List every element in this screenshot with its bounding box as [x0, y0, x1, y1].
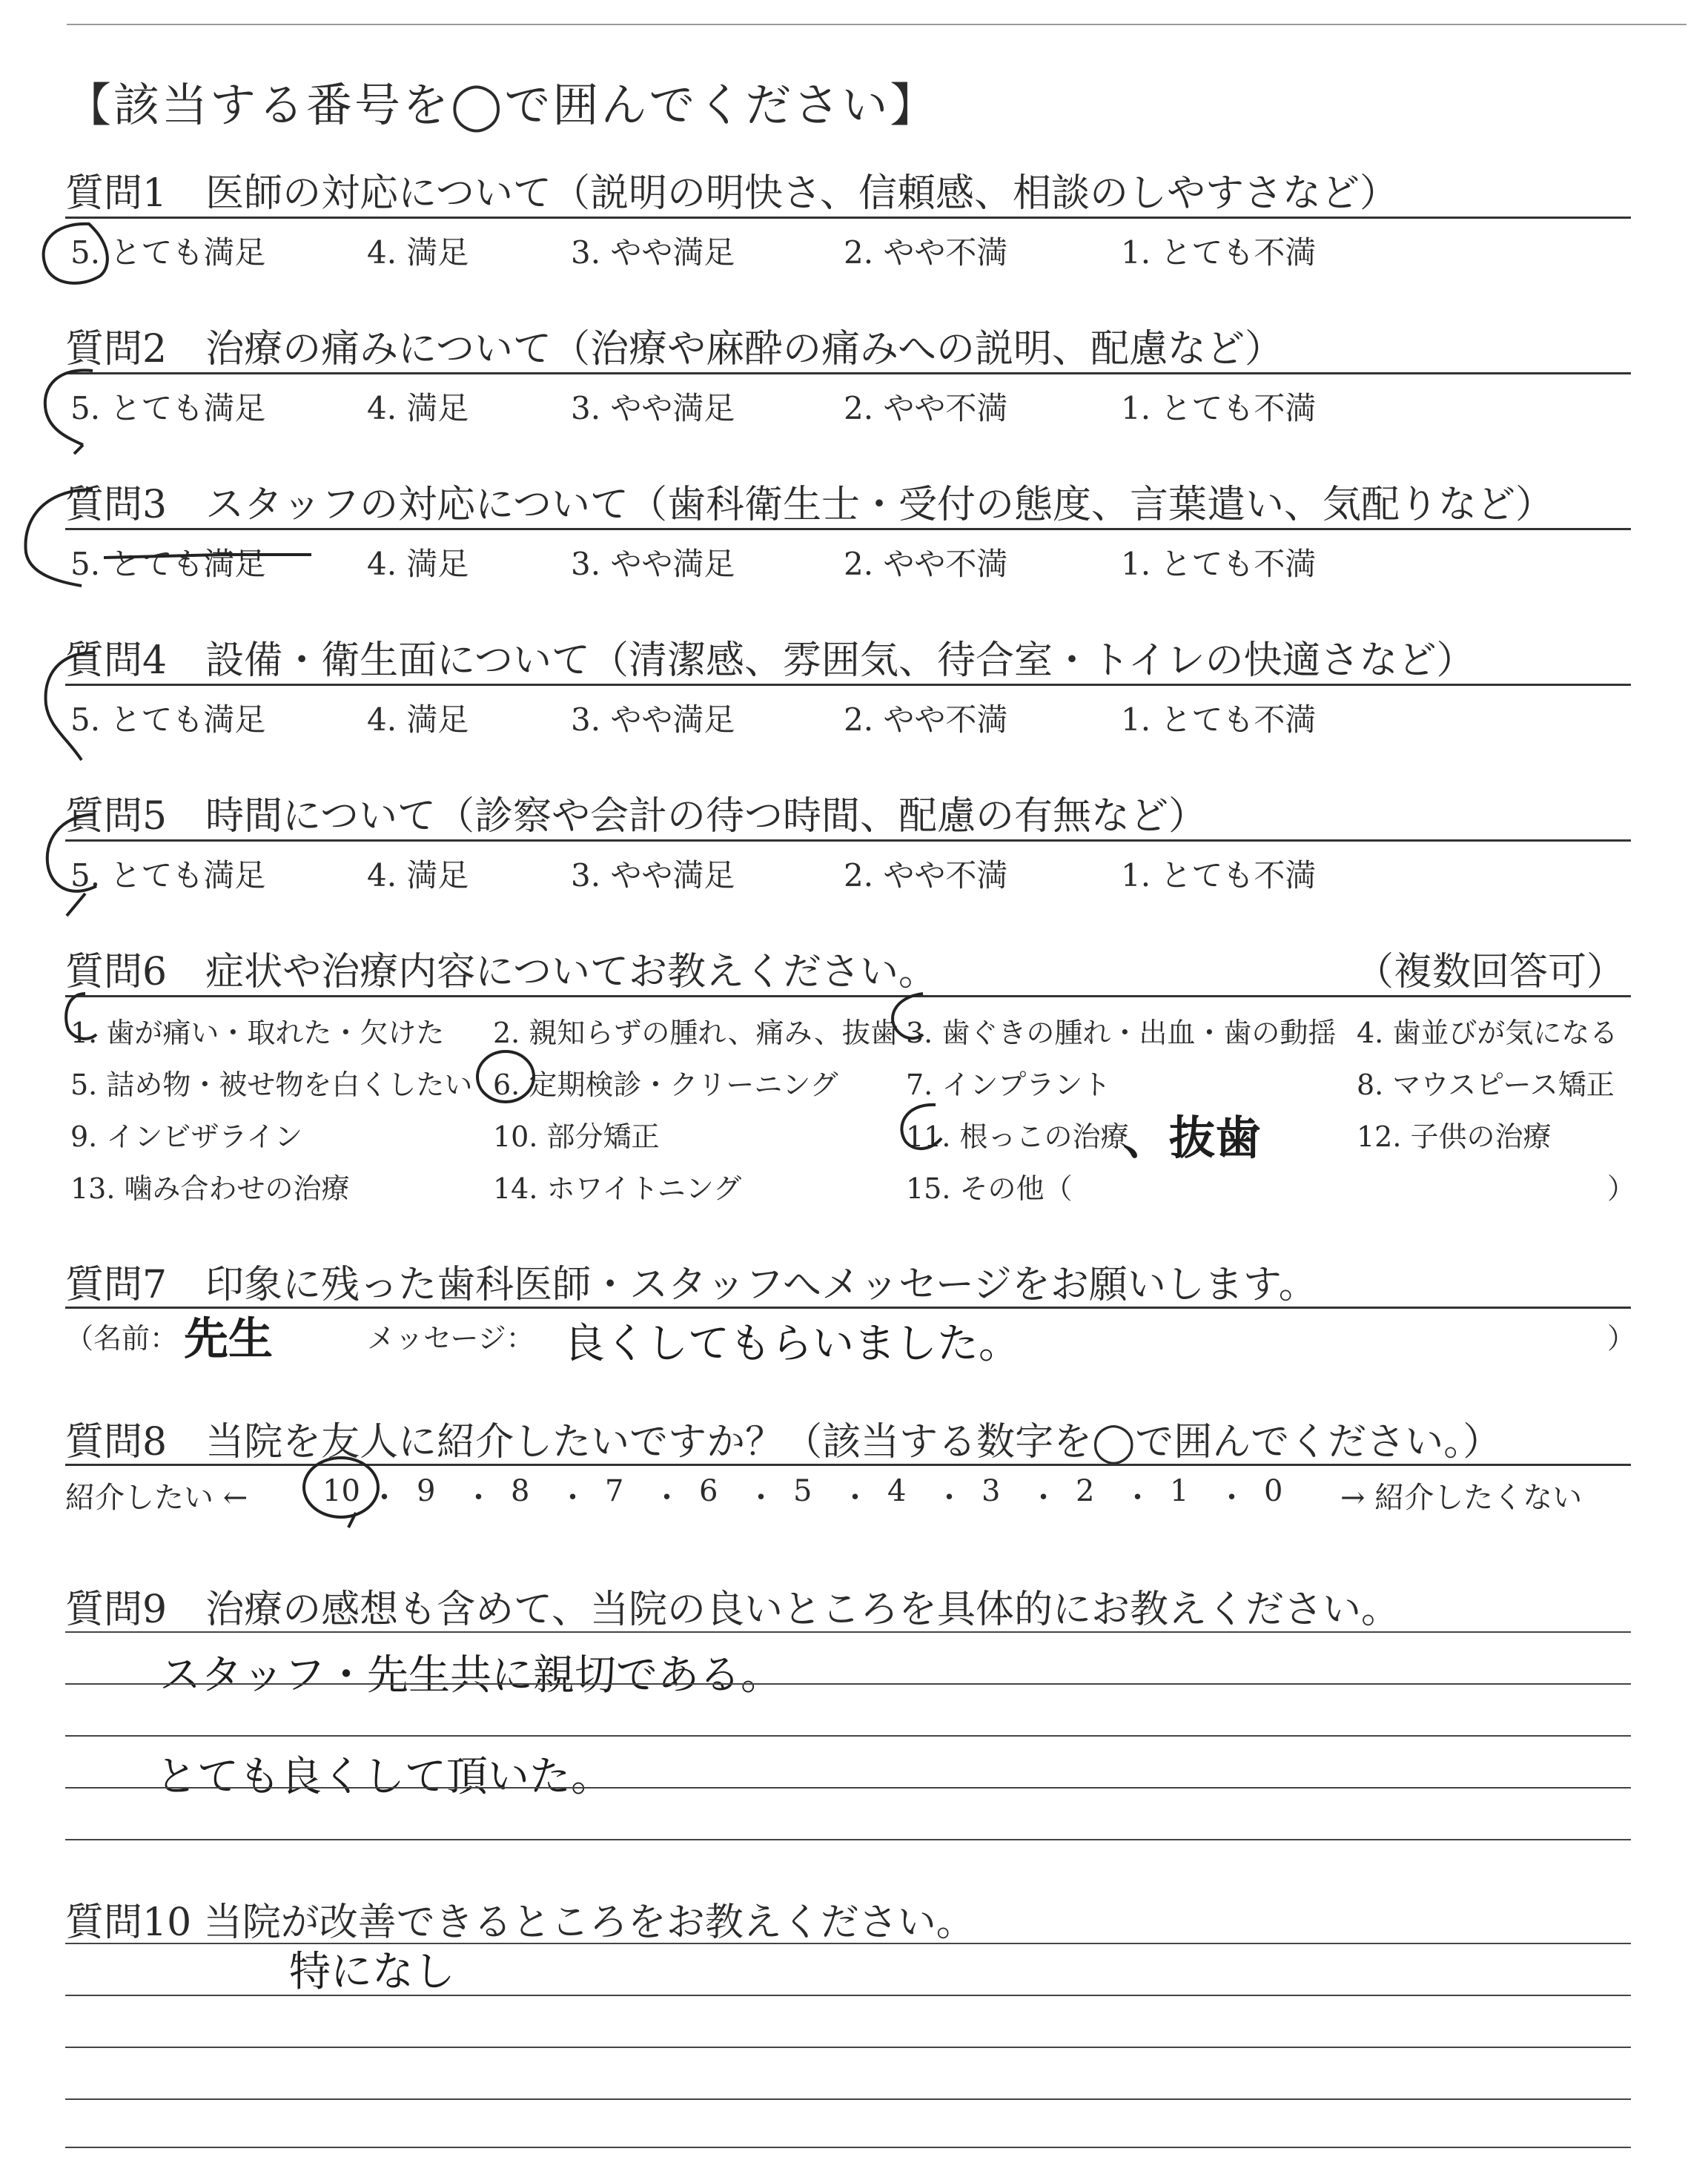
- q8-scale-number-4[interactable]: 4: [887, 1474, 907, 1508]
- q7-close-paren: ）: [1607, 1322, 1636, 1355]
- q6-item-5[interactable]: 5. 詰め物・被せ物を白くしたい: [70, 1069, 473, 1101]
- q6-item-4[interactable]: 4. 歯並びが気になる: [1357, 1017, 1618, 1049]
- q8-selection-circle: [304, 1458, 378, 1517]
- q6-item-11[interactable]: 11. 根っこの治療: [906, 1120, 1129, 1153]
- q8-scale-left-label: 紹介したい ←: [65, 1481, 248, 1515]
- q4-option-2[interactable]: 2. やや不満: [844, 701, 1008, 738]
- q6-item-6-circle: [477, 1051, 534, 1102]
- q1-selection-circle: [44, 224, 107, 283]
- question-6: 質問6 症状や治療内容についてお教えください。: [65, 950, 938, 994]
- q9-answer-1[interactable]: スタッフ・先生共に親切である。: [159, 1651, 782, 1700]
- q8-scale-number-6[interactable]: 6: [699, 1474, 718, 1508]
- q3-option-3[interactable]: 3. やや満足: [571, 546, 735, 582]
- q8-scale-number-0[interactable]: 0: [1264, 1474, 1283, 1508]
- q6-item-11-circle: [901, 1105, 941, 1149]
- question-8: 質問8 当院を友人に紹介したいですか？（該当する数字を◯で囲んでください。）: [65, 1420, 1502, 1464]
- q7-message-answer[interactable]: 良くしてもらいました。: [563, 1320, 1020, 1368]
- q8-scale-separator: ・: [1028, 1481, 1059, 1515]
- q6-item-13[interactable]: 13. 噛み合わせの治療: [70, 1172, 350, 1205]
- q4-selection-circle: [46, 653, 95, 760]
- question-10: 質問10 当院が改善できるところをお教えください。: [65, 1900, 975, 1945]
- q8-scale-separator: ・: [463, 1481, 494, 1515]
- q9-answer-2[interactable]: とても良くして頂いた。: [156, 1753, 612, 1801]
- q5-option-5[interactable]: 5. とても満足: [70, 857, 266, 894]
- q8-scale-separator: ・: [557, 1481, 588, 1515]
- q7-name-answer[interactable]: 先生: [184, 1313, 273, 1365]
- q6-item-1[interactable]: 1. 歯が痛い・取れた・欠けた: [70, 1017, 445, 1049]
- q8-scale-right-label: → 紹介したくない: [1340, 1481, 1583, 1515]
- q4-option-1[interactable]: 1. とても不満: [1121, 701, 1317, 738]
- q8-scale-number-5[interactable]: 5: [793, 1474, 812, 1508]
- q3-option-1[interactable]: 1. とても不満: [1121, 546, 1317, 582]
- q8-scale-number-2[interactable]: 2: [1076, 1474, 1095, 1508]
- q7-message-label: メッセージ：: [367, 1322, 534, 1355]
- q3-option-2[interactable]: 2. やや不満: [844, 546, 1008, 582]
- q8-scale-number-7[interactable]: 7: [605, 1474, 624, 1508]
- q6-item-2[interactable]: 2. 親知らずの腫れ、痛み、抜歯: [493, 1017, 898, 1049]
- q1-option-3[interactable]: 3. やや満足: [571, 234, 735, 271]
- q8-scale-separator: ・: [1217, 1481, 1247, 1515]
- q2-option-3[interactable]: 3. やや満足: [571, 390, 735, 426]
- q8-scale-number-9[interactable]: 9: [417, 1474, 436, 1508]
- q7-name-label: （名前：: [65, 1322, 179, 1355]
- q3-option-5[interactable]: 5. とても満足: [70, 546, 266, 582]
- q6-item-3-circle: [893, 994, 923, 1038]
- q4-option-4[interactable]: 4. 満足: [367, 701, 469, 738]
- q6-item-7[interactable]: 7. インプラント: [906, 1069, 1111, 1101]
- q1-option-1[interactable]: 1. とても不満: [1121, 234, 1317, 271]
- q2-option-4[interactable]: 4. 満足: [367, 390, 469, 426]
- q2-option-1[interactable]: 1. とても不満: [1121, 390, 1317, 426]
- q3-option-4[interactable]: 4. 満足: [367, 546, 469, 582]
- q1-option-2[interactable]: 2. やや不満: [844, 234, 1008, 271]
- page-heading: 【該当する番号を◯で囲んでください】: [65, 78, 939, 132]
- q6-item-15-close: ）: [1607, 1172, 1636, 1205]
- q5-option-1[interactable]: 1. とても不満: [1121, 857, 1317, 894]
- q8-scale-separator: ・: [840, 1481, 870, 1515]
- q6-item-1-circle: [66, 994, 96, 1039]
- q6-item-14[interactable]: 14. ホワイトニング: [493, 1172, 742, 1205]
- question-1: 質問1 医師の対応について（説明の明快さ、信頼感、相談のしやすさなど）: [65, 171, 1398, 216]
- q5-option-2[interactable]: 2. やや不満: [844, 857, 1008, 894]
- q6-item-15[interactable]: 15. その他（: [906, 1172, 1073, 1205]
- q6-item-9[interactable]: 9. インビザライン: [70, 1120, 303, 1153]
- q2-option-2[interactable]: 2. やや不満: [844, 390, 1008, 426]
- q5-option-3[interactable]: 3. やや満足: [571, 857, 735, 894]
- q1-option-5[interactable]: 5. とても満足: [70, 234, 266, 271]
- q4-option-3[interactable]: 3. やや満足: [571, 701, 735, 738]
- q8-scale-separator: ・: [1122, 1481, 1153, 1515]
- question-7: 質問7 印象に残った歯科医師・スタッフへメッセージをお願いします。: [65, 1263, 1317, 1307]
- q8-scale-separator: ・: [934, 1481, 964, 1515]
- question-4: 質問4 設備・衛生面について（清潔感、雰囲気、待合室・トイレの快適さなど）: [65, 638, 1475, 683]
- q8-scale-number-1[interactable]: 1: [1170, 1474, 1189, 1508]
- question-6-note: （複数回答可）: [1355, 950, 1626, 994]
- q4-option-5[interactable]: 5. とても満足: [70, 701, 266, 738]
- q8-scale-separator: ・: [369, 1481, 400, 1515]
- q8-scale-number-3[interactable]: 3: [982, 1474, 1001, 1508]
- q6-item-12[interactable]: 12. 子供の治療: [1357, 1120, 1552, 1153]
- q8-scale-number-10[interactable]: 10: [322, 1474, 360, 1508]
- q5-selection-circle: [47, 814, 96, 916]
- q5-option-4[interactable]: 4. 満足: [367, 857, 469, 894]
- q8-scale-separator: ・: [746, 1481, 776, 1515]
- q8-scale-number-8[interactable]: 8: [511, 1474, 530, 1508]
- q6-item-8[interactable]: 8. マウスピース矯正: [1357, 1069, 1615, 1101]
- question-9: 質問9 治療の感想も含めて、当院の良いところを具体的にお教えください。: [65, 1588, 1400, 1632]
- question-5: 質問5 時間について（診察や会計の待つ時間、配慮の有無など）: [65, 794, 1208, 839]
- q6-item-3[interactable]: 3. 歯ぐきの腫れ・出血・歯の動揺: [906, 1017, 1337, 1049]
- q2-selection-circle: [45, 370, 93, 454]
- question-2: 質問2 治療の痛みについて（治療や麻酔の痛みへの説明、配慮など）: [65, 327, 1284, 371]
- q10-answer[interactable]: 特になし: [289, 1948, 455, 1996]
- q2-option-5[interactable]: 5. とても満足: [70, 390, 266, 426]
- q8-scale-separator: ・: [652, 1481, 682, 1515]
- q3-selection-circle: [25, 489, 311, 586]
- q6-item-6[interactable]: 6. 定期検診・クリーニング: [493, 1069, 838, 1101]
- question-3: 質問3 スタッフの対応について（歯科衛生士・受付の態度、言葉遣い、気配りなど）: [65, 483, 1555, 527]
- q1-option-4[interactable]: 4. 満足: [367, 234, 469, 271]
- q6-item-10[interactable]: 10. 部分矯正: [493, 1120, 660, 1153]
- q6-handwritten-extraction: 、抜歯: [1123, 1111, 1262, 1165]
